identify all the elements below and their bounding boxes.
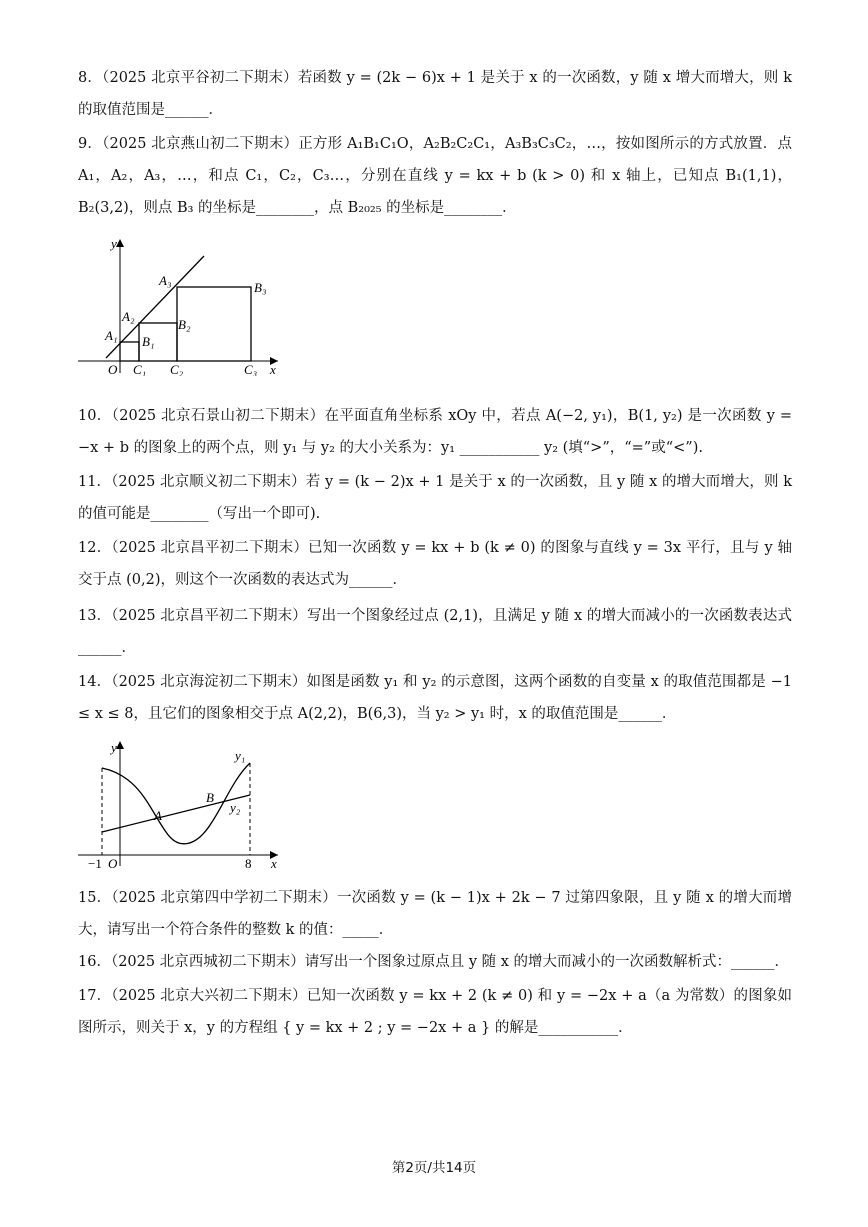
fig9-label-C2: C₂ bbox=[170, 362, 184, 376]
fig9-label-A2: A₂ bbox=[122, 309, 135, 324]
fig9-label-A3: A₃ bbox=[159, 273, 172, 288]
fig9-label-x: x bbox=[270, 362, 276, 376]
question-13 bbox=[78, 600, 792, 664]
figure-14-function-graph bbox=[78, 738, 288, 870]
question-17 bbox=[78, 980, 792, 1044]
fig14-label-minus1: −1 bbox=[88, 856, 102, 870]
question-14 bbox=[78, 666, 792, 730]
question-10-text: 10．（2025 北京石景山初二下期末）在平面直角坐标系 xOy 中，若点 A(−2, y₁)，B(1, y₂) 是一次函数 y = −x + b 的图象上的两个点，则 y₁ 与 y₂ 的大小关系为：y₁ ___________ y₂ (填“>”，“=”或“<”). bbox=[78, 408, 792, 456]
question-11-text: 11．（2025 北京顺义初二下期末）若 y = (k − 2)x + 1 是关于 x 的一次函数，且 y 随 x 的增大而增大，则 k 的值可能是________（写出一个即可). bbox=[78, 474, 792, 522]
question-10 bbox=[78, 400, 792, 464]
question-15 bbox=[78, 882, 792, 946]
question-11 bbox=[78, 466, 792, 530]
fig14-label-x: x bbox=[271, 856, 277, 870]
question-9 bbox=[78, 128, 792, 224]
fig14-label-y: y bbox=[111, 740, 117, 755]
fig9-label-A1: A₁ bbox=[105, 328, 118, 343]
question-14-text: 14．（2025 北京海淀初二下期末）如图是函数 y₁ 和 y₂ 的示意图，这两个函数的自变量 x 的取值范围都是 −1 ≤ x ≤ 8，且它们的图象相交于点 A(2,2)，B(6,3)，当 y₂ > y₁ 时，x 的取值范围是______． bbox=[78, 674, 792, 722]
fig14-label-B: B bbox=[206, 790, 214, 805]
fig14-label-8: 8 bbox=[245, 856, 252, 870]
fig9-label-C3: C₃ bbox=[244, 362, 258, 376]
fig14-label-y1: y₁ bbox=[235, 748, 246, 763]
fig9-label-O: O bbox=[108, 362, 118, 376]
fig9-label-C1: C₁ bbox=[133, 362, 147, 376]
fig14-label-y2: y₂ bbox=[230, 800, 241, 815]
question-17-text: 17．（2025 北京大兴初二下期末）已知一次函数 y = kx + 2 (k ≠ 0) 和 y = −2x + a（a 为常数）的图象如图所示，则关于 x，y 的方程组 { y = kx + 2 ; y = −2x + a } 的解是___________． bbox=[78, 988, 792, 1036]
fig14-label-O: O bbox=[108, 856, 118, 870]
fig9-label-B1: B₁ bbox=[142, 334, 155, 349]
question-8-text: 8．（2025 北京平谷初二下期末）若函数 y = (2k − 6)x + 1 是关于 x 的一次函数，y 随 x 增大而增大，则 k 的取值范围是______． bbox=[78, 70, 792, 118]
question-15-text: 15．（2025 北京第四中学初二下期末）一次函数 y = (k − 1)x + 2k − 7 过第四象限，且 y 随 x 的增大而增大，请写出一个符合条件的整数 k 的值：_____． bbox=[78, 890, 792, 938]
question-12 bbox=[78, 532, 792, 596]
question-9-text: 9．（2025 北京燕山初二下期末）正方形 A₁B₁C₁O，A₂B₂C₂C₁，A₃B₃C₃C₂，…，按如图所示的方式放置．点 A₁，A₂，A₃，…，和点 C₁，C₂，C₃…，分别在直线 y = kx + b (k > 0) 和 x 轴上，已知点 B₁(1,1)，B₂(3,2)，则点 B₃ 的坐标是________，点 B₂₀₂₅ 的坐标是________． bbox=[78, 136, 792, 216]
question-8 bbox=[78, 62, 792, 126]
figure-9-squares-diagram bbox=[78, 236, 288, 376]
fig9-label-B3: B₃ bbox=[254, 280, 267, 295]
fig9-label-B2: B₂ bbox=[178, 317, 191, 332]
fig9-label-y: y bbox=[111, 236, 117, 251]
fig14-label-A: A bbox=[154, 808, 162, 823]
question-12-text: 12．（2025 北京昌平初二下期末）已知一次函数 y = kx + b (k ≠ 0) 的图象与直线 y = 3x 平行，且与 y 轴交于点 (0,2)，则这个一次函数的表达式为______． bbox=[78, 540, 792, 588]
question-13-text: 13．（2025 北京昌平初二下期末）写出一个图象经过点 (2,1)，且满足 y 随 x 的增大而减小的一次函数表达式______． bbox=[78, 608, 792, 656]
page-footer: 第2页/共14页 bbox=[391, 1160, 477, 1176]
question-16-text: 16．（2025 北京西城初二下期末）请写出一个图象过原点且 y 随 x 的增大而减小的一次函数解析式：______． bbox=[78, 954, 790, 970]
question-16 bbox=[78, 946, 792, 978]
